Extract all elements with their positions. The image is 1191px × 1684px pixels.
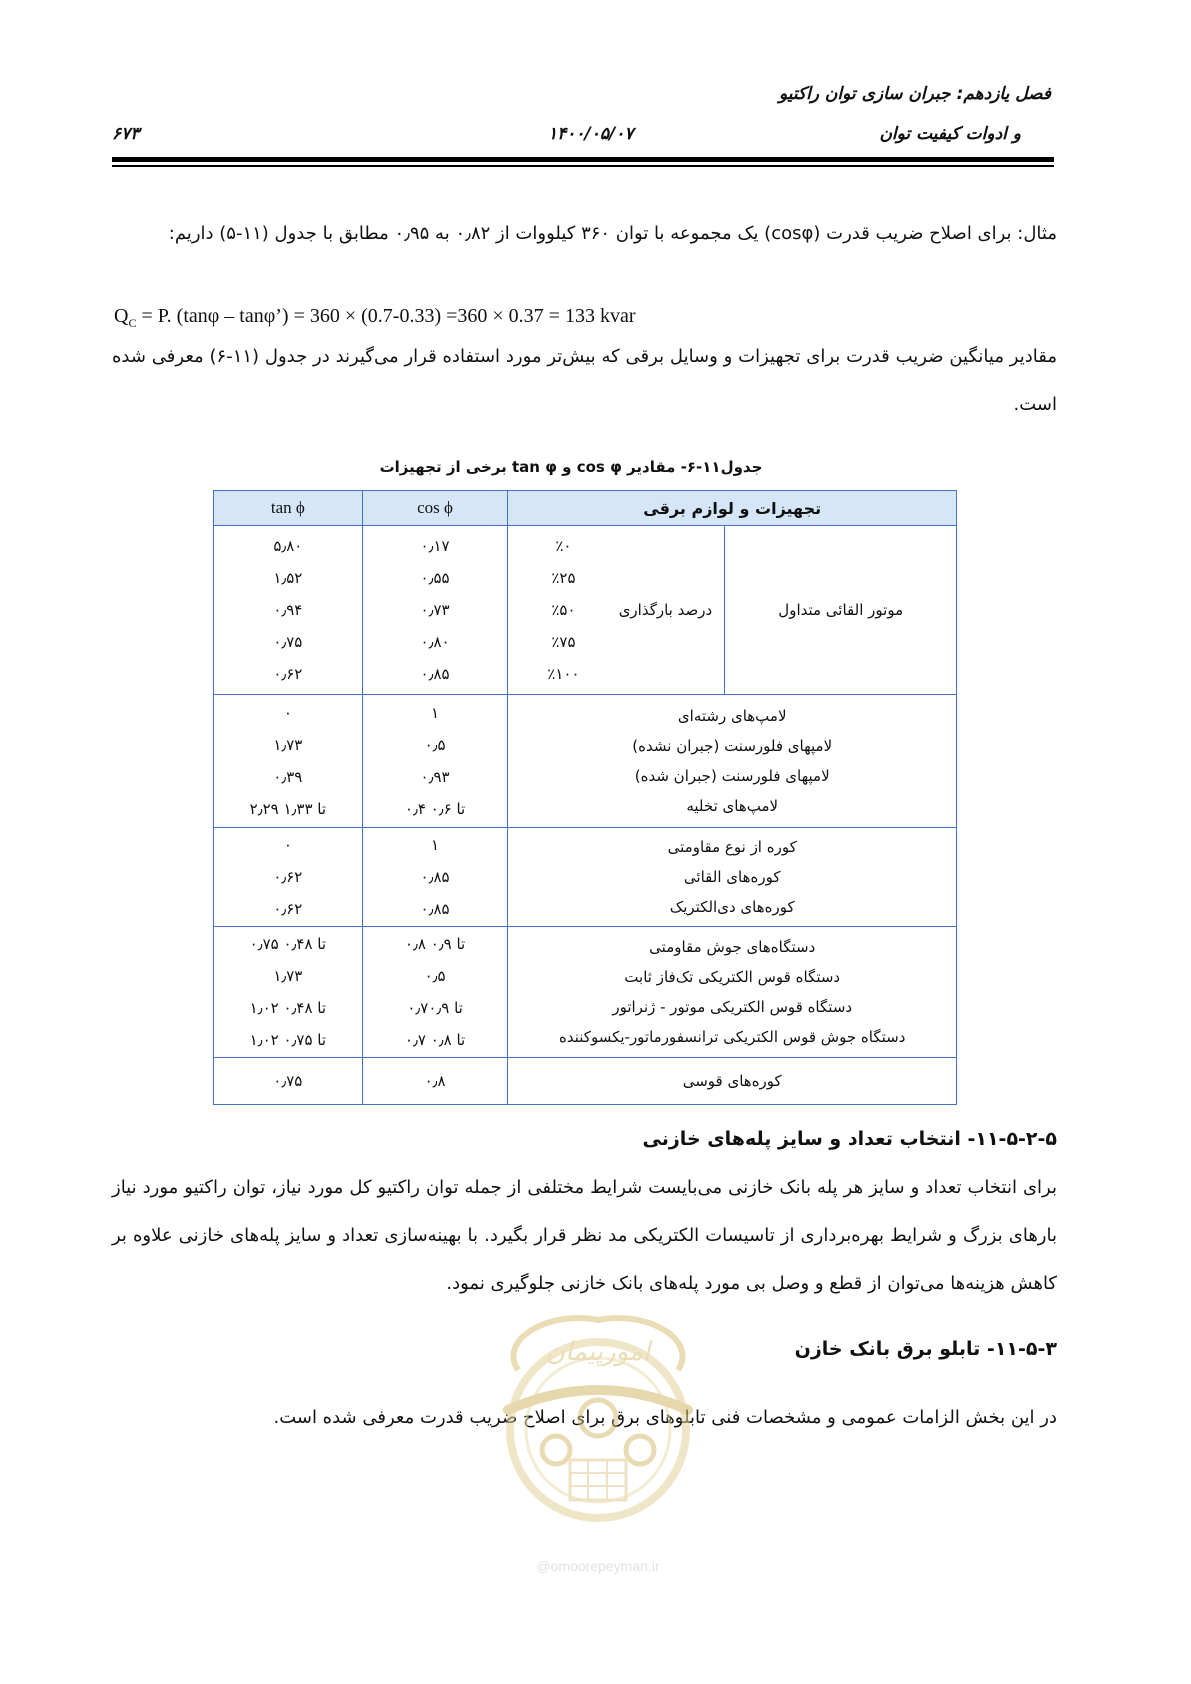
equipment-cell: لامپ‌های رشته‌ای لامپهای فلورسنت (جبران نشده) لامپهای فلورسنت (جبران شده) لامپ‌های تخلیه <box>508 695 957 828</box>
header-cos: cos ϕ <box>362 491 508 526</box>
equipment-cell: کوره از نوع مقاومتی کوره‌های القائی کوره‌های دی‌الکتریک <box>508 828 957 927</box>
tan-cell: ۵٫۸۰ ۱٫۵۲ ۰٫۹۴ ۰٫۷۵ ۰٫۶۲ <box>214 526 363 695</box>
section-heading-capacitor-steps: ۱۱-۵-۲-۵- انتخاب تعداد و سایز پله‌های خازنی <box>642 1128 1057 1150</box>
cos-cell: ۰٫۸ <box>362 1058 508 1105</box>
chapter-title-line2: و ادوات کیفیت توان <box>879 124 1021 144</box>
reactive-power-formula <box>114 305 636 331</box>
table-caption: جدول۱۱-۶- مقادیر cos φ و tan φ برخی از تجهیزات <box>379 458 763 476</box>
tan-cell: ۰ ۱٫۷۳ ۰٫۳۹ ۲٫۲۹ تا ۱٫۳۳ <box>214 695 363 828</box>
power-factor-table <box>213 490 957 1105</box>
formula-subscript: C <box>128 316 137 330</box>
section-heading-capacitor-panel: ۱۱-۵-۳- تابلو برق بانک خازن <box>794 1338 1057 1360</box>
table-row <box>214 695 957 828</box>
watermark-logo <box>478 1300 718 1580</box>
formula-symbol: Q <box>114 305 129 327</box>
page-number: ۶۷۳ <box>112 124 140 144</box>
table-row <box>214 526 957 695</box>
load-percent-list: ٪۰ ٪۲۵ ٪۵۰ ٪۷۵ ٪۱۰۰ <box>547 537 580 683</box>
equipment-cell: کوره‌های قوسی <box>508 1058 957 1105</box>
table-row <box>214 1058 957 1105</box>
header-rule-thick <box>112 157 1054 162</box>
table-row <box>214 927 957 1058</box>
table-header-row <box>214 491 957 526</box>
chapter-title-line1: فصل یازدهم: جبران سازی توان راکتیو <box>778 84 1051 104</box>
tan-cell: ۰ ۰٫۶۲ ۰٫۶۲ <box>214 828 363 927</box>
equipment-cell: دستگاه‌های جوش مقاومتی دستگاه قوس الکتریکی تک‌فاز ثابت دستگاه قوس الکتریکی موتور - ژنراتور دستگاه جوش قوس الکتریکی ترانسفورماتور-یکسوکننده <box>508 927 957 1058</box>
load-label: درصد بارگذاری <box>618 601 713 619</box>
table-row <box>214 828 957 927</box>
equipment-cell <box>508 526 957 695</box>
header-tan: tan ϕ <box>214 491 363 526</box>
watermark-logo-lettering: امورپیمان <box>545 1337 651 1367</box>
tan-cell: ۰٫۷۵ <box>214 1058 363 1105</box>
tan-cell: ۰٫۷۵ تا ۰٫۴۸ ۱٫۷۳ ۱٫۰۲ تا ۰٫۴۸ ۱٫۰۲ تا ۰٫۷۵ <box>214 927 363 1058</box>
capacitor-panel-paragraph: در این بخش الزامات عمومی و مشخصات فنی تابلوهای برق برای اصلاح ضریب قدرت معرفی شده است. <box>273 1407 1057 1428</box>
watermark-url: @omoorepeyman.ir <box>536 1558 660 1574</box>
header-date: ۱۴۰۰/۰۵/۰۷ <box>548 124 634 144</box>
example-paragraph: مثال: برای اصلاح ضریب قدرت (cosφ) یک مجموعه با توان ۳۶۰ کیلووات از ۰٫۸۲ به ۰٫۹۵ مطابق با جدول (۱۱-۵) داریم: <box>168 223 1057 244</box>
cos-cell: ۰٫۱۷ ۰٫۵۵ ۰٫۷۳ ۰٫۸۰ ۰٫۸۵ <box>362 526 508 695</box>
intro-paragraph: مقادیر میانگین ضریب قدرت برای تجهیزات و وسایل برقی که بیش‌تر مورد استفاده قرار می‌گیرند در جدول (۱۱-۶) معرفی شده است. <box>112 346 1057 415</box>
capacitor-steps-paragraph: برای انتخاب تعداد و سایز هر پله بانک خازنی می‌بایست شرایط مختلفی از جمله توان راکتیو کل مورد نیاز، توان راکتیو مورد نیاز بارهای بزرگ و شرایط بهره‌برداری از تاسیسات الکتریکی مد نظر قرار بگیرد. با بهینه‌سازی تعداد و سایز پله‌های خازنی علاوه بر کاهش هزینه‌ها می‌توان از قطع و وصل بی مورد پله‌های بانک خازنی جلوگیری نمود. <box>112 1177 1057 1294</box>
cos-cell: ۱ ۰٫۸۵ ۰٫۸۵ <box>362 828 508 927</box>
cos-cell: ۱ ۰٫۵ ۰٫۹۳ ۰٫۴ تا ۰٫۶ <box>362 695 508 828</box>
motor-label: موتور القائی متداول <box>724 526 956 694</box>
header-equipment: تجهیزات و لوازم برقی <box>508 491 957 526</box>
formula-expression: = P. (tanφ – tanφ’) = 360 × (0.7-0.33) =360 × 0.37 = 133 kvar <box>136 305 636 327</box>
watermark-seal-icon <box>478 1300 718 1580</box>
header-rule-thin <box>112 165 1054 167</box>
cos-cell: ۰٫۸ تا ۰٫۹ ۰٫۵ ۰٫۷تا ۰٫۹ ۰٫۷ تا ۰٫۸ <box>362 927 508 1058</box>
